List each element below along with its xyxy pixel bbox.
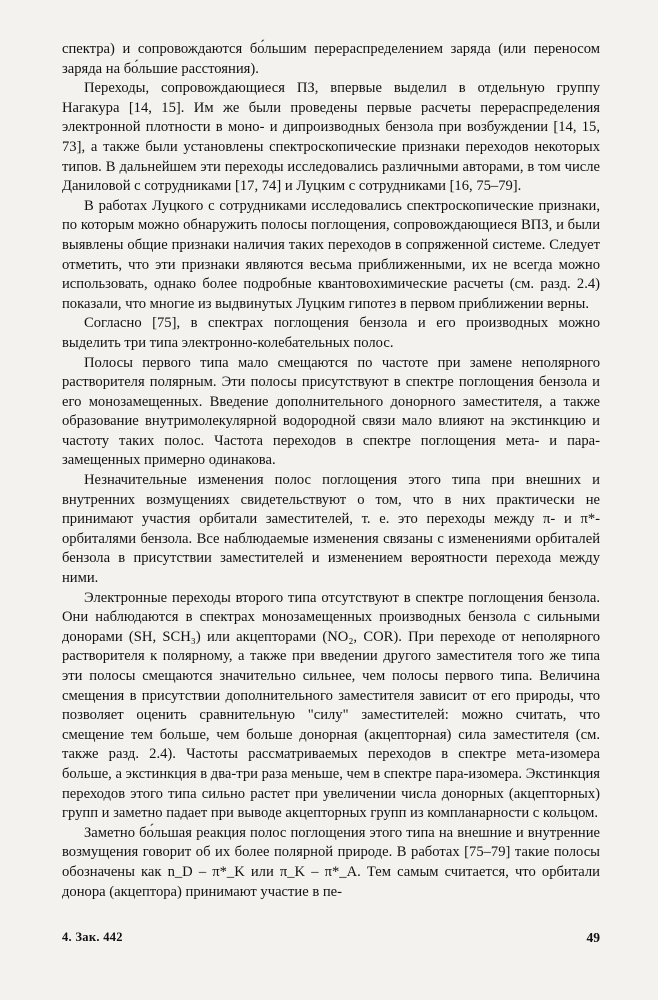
paragraph-5: Полосы первого типа мало смещаются по частоте при замене неполярного растворителя полярным. Эти полосы присутствуют в спектре поглощения бензола и его монозамещенных. Введение дополнительного донорного заместителя, а также образование внутримолекулярной водородной связи мало влияют на экстинкцию и частоту таких полос. Частота переходов в спектре поглощения мета- и пара-замещенных примерно одинакова. — [62, 354, 600, 469]
body-text — [62, 40, 600, 902]
paragraph-7: Электронные переходы второго типа отсутствуют в спектре поглощения бензола. Они наблюдаются в спектрах монозамещенных производных бензола с сильными донорами (SH, SCH₃) или акцепторами (NO₂, COR). При переходе от неполярного растворителя к полярному, а также при введении другого заместителя того же типа эти полосы смещаются значительно сильнее, чем полосы первого типа. Величина смещения в присутствии дополнительного заместителя зависит от его природы, что позволяет оценить сравнительную "силу" заместителей: можно считать, что смещение тем больше, чем больше донорная (акцепторная) сила заместителя (см. также разд. 2.4). Частоты рассматриваемых переходов в спектре мета-изомера больше, а экстинкция в два-три раза меньше, чем в спектре пара-изомера. Экстинкция переходов этого типа сильно растет при увеличении числа донорных (акцепторных) групп и заметно падает при выводе акцепторных групп из компланарности с кольцом. — [62, 589, 600, 822]
page-number: 49 — [586, 930, 600, 945]
paragraph-6: Незначительные изменения полос поглощения этого типа при внешних и внутренних возмущениях свидетельствуют о том, что в них практически не принимают участия орбитали заместителей, т. е. это переходы между π- и π*-орбиталями бензола. Все наблюдаемые изменения связаны с изменениями орбиталей бензола в присутствии заместителей и изменением вероятности перехода между ними. — [62, 472, 600, 587]
paragraph-3: В работах Луцкого с сотрудниками исследовались спектроскопические признаки, по которым можно обнаружить полосы поглощения, сопровождающиеся ВПЗ, и были выявлены общие признаки наличия таких переходов в сопряженной системе. Следует отметить, что эти признаки являются весьма приближенными, их не всегда можно использовать, однако более подробные квантовохимические расчеты (см. разд. 2.4) показали, что многие из выдвинутых Луцким гипотез в первом приближении верны. — [62, 197, 600, 312]
paragraph-2: Переходы, сопровождающиеся ПЗ, впервые выделил в отдельную группу Нагакура [14, 15]. Им же были проведены первые расчеты перераспределения электронной плотности в моно- и дипроизводных бензола при возбуждении [14, 15, 73], а также были установлены спектроскопические признаки переходов некоторых типов. В дальнейшем эти переходы исследовались различными авторами, в том числе Даниловой с сотрудниками [17, 74] и Луцким с сотрудниками [16, 75–79]. — [62, 80, 600, 195]
printer-signature: 4. Зак. 442 — [62, 930, 123, 944]
page-footer — [62, 930, 600, 946]
paragraph-1: спектра) и сопровождаются бо́льшим перераспределением заряда (или переносом заряда на бо́льшие расстояния). — [62, 41, 600, 77]
paragraph-8: Заметно бо́льшая реакция полос поглощения этого типа на внешние и внутренние возмущения говорит об их более полярной природе. В работах [75–79] такие полосы обозначены как n_D – π*_K или π_K – π*_A. Тем самым считается, что орбитали донора (акцептора) принимают участие в пе- — [62, 824, 600, 900]
paragraph-4: Согласно [75], в спектрах поглощения бензола и его производных можно выделить три типа электронно-колебательных полос. — [62, 315, 600, 351]
